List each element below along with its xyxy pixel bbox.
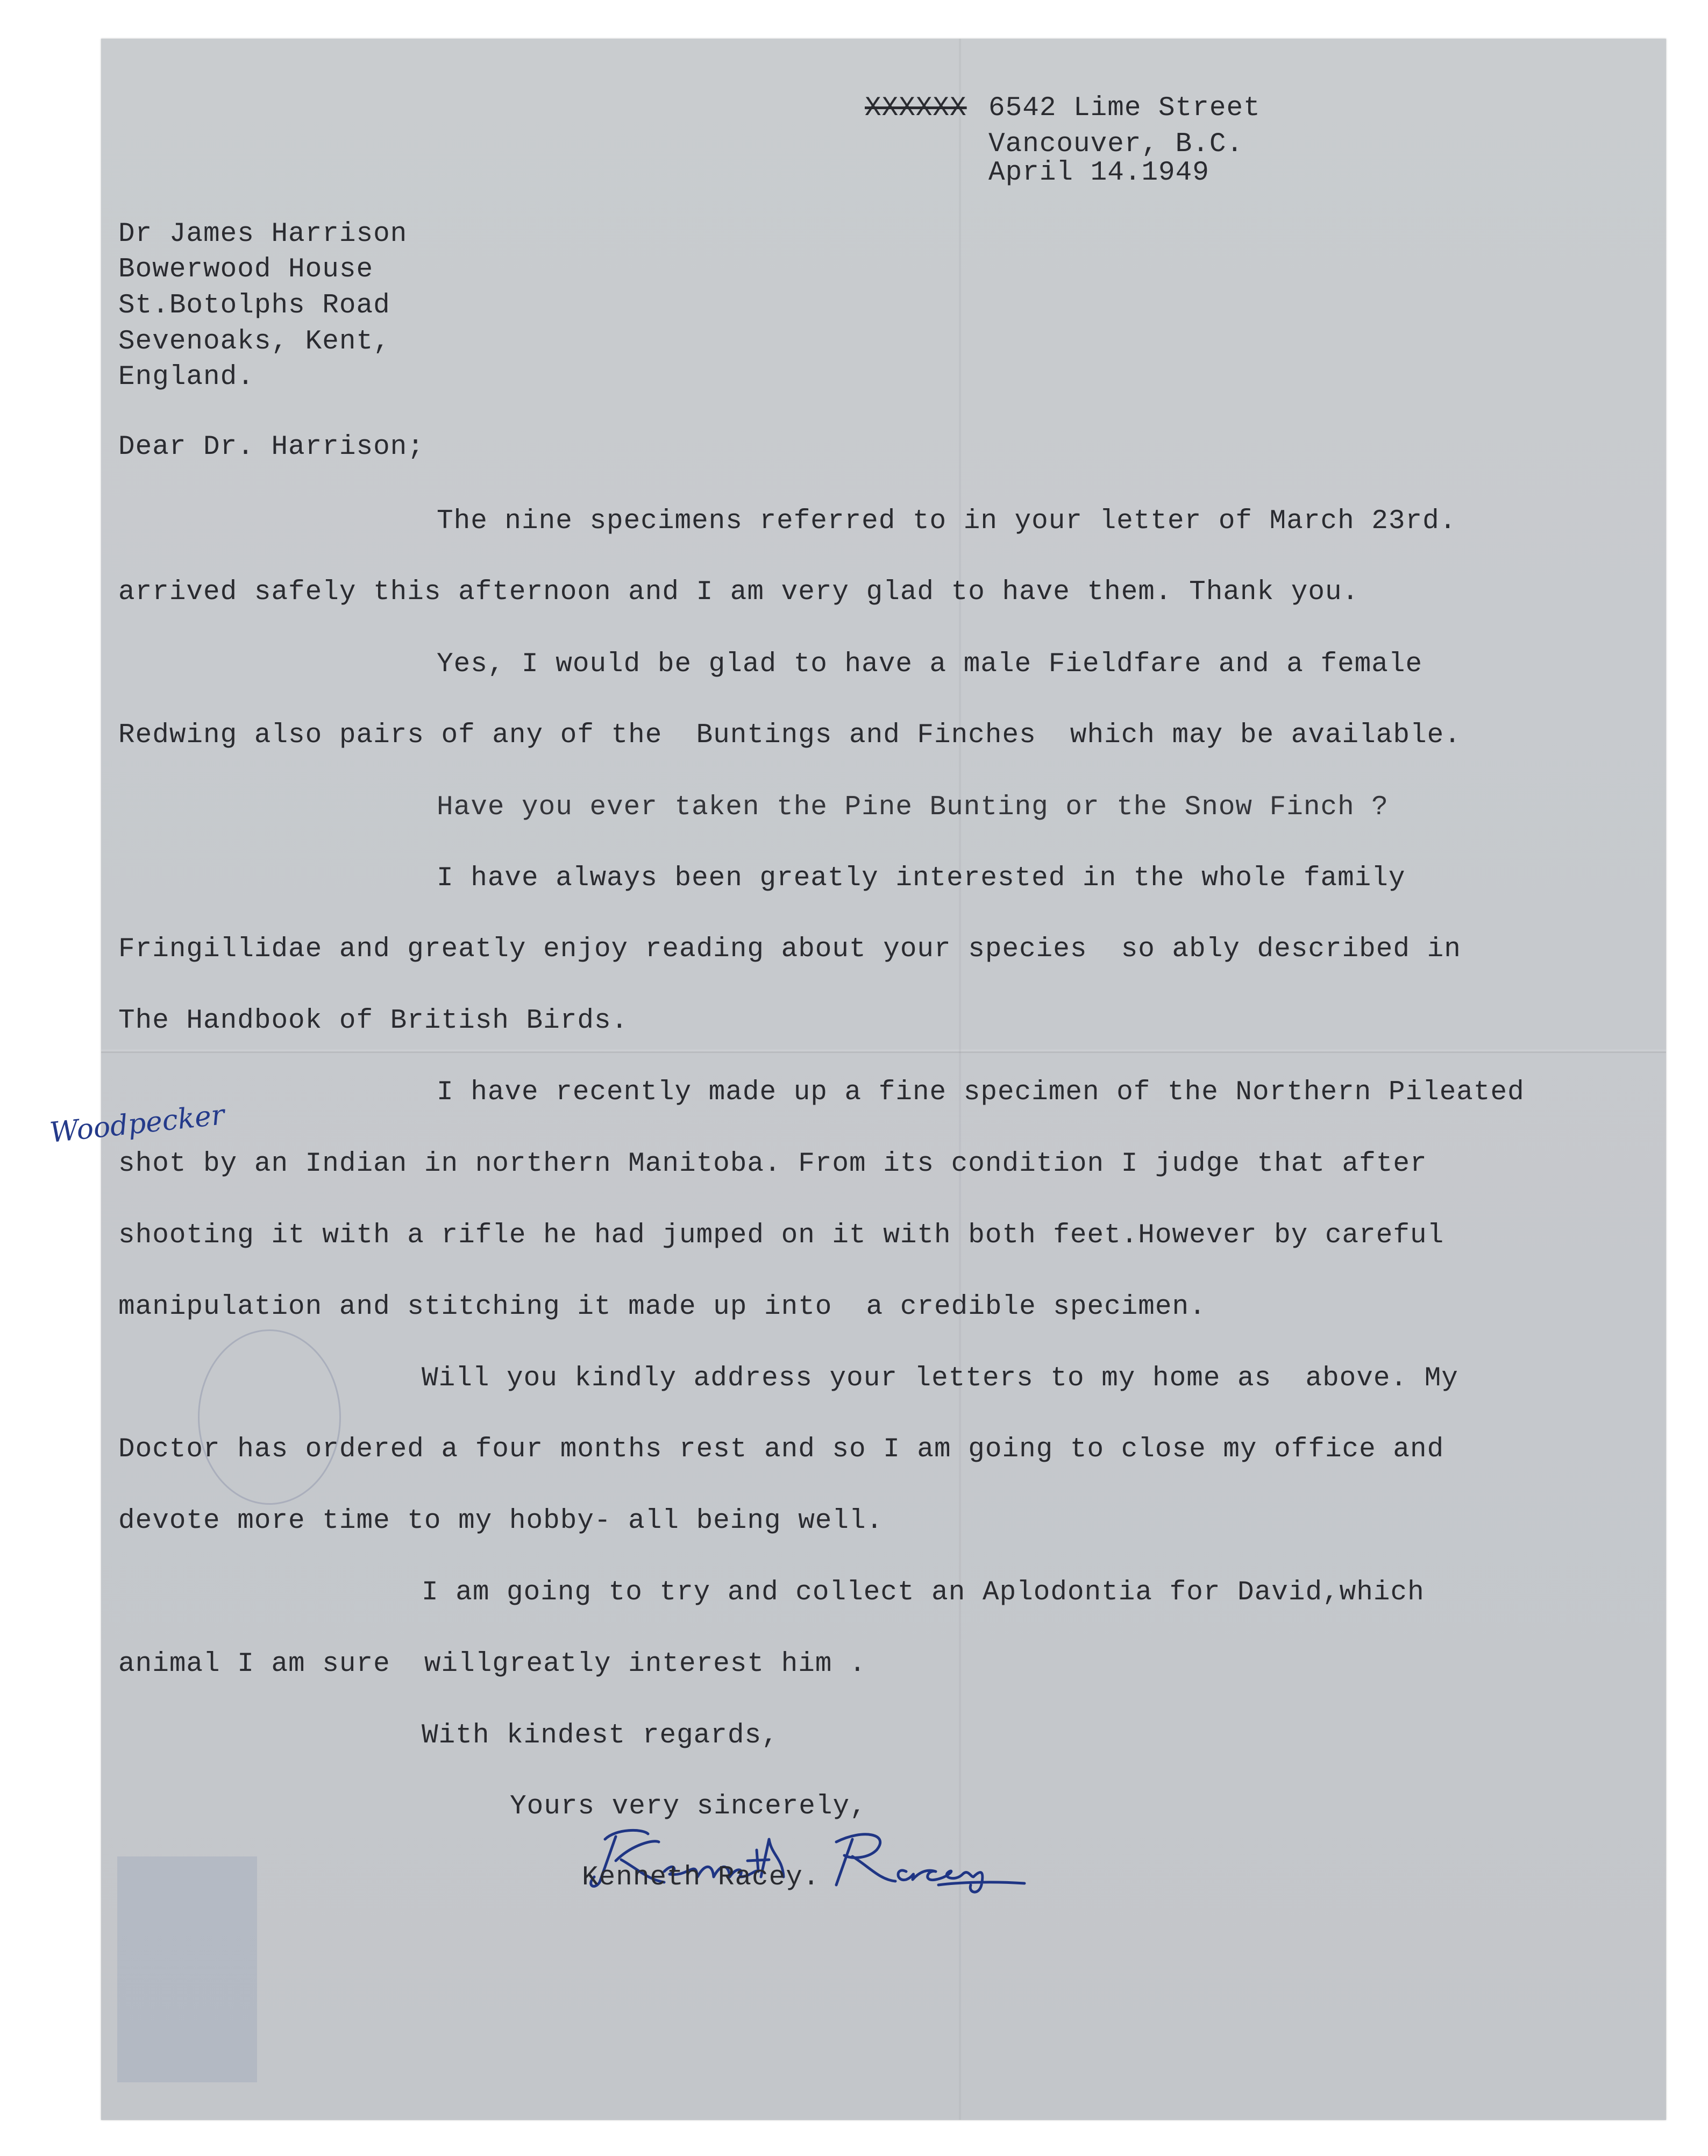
body-line: manipulation and stitching it made up into a credible specimen. — [118, 1292, 1206, 1322]
body-line: arrived safely this afternoon and I am very glad to have them. Thank you. — [118, 577, 1360, 608]
letter-date: April 14.1949 — [988, 158, 1209, 188]
struck-out-text: XXXXXX — [865, 93, 967, 124]
body-line: I have recently made up a fine specimen of the Northern Pileated — [437, 1077, 1525, 1108]
bleed-through-stamp-block — [117, 1856, 257, 2082]
body-line: The nine specimens referred to in your letter of March 23rd. — [437, 506, 1457, 537]
body-line: Doctor has ordered a four months rest and so I am going to close my office and — [118, 1434, 1444, 1465]
sender-street: 6542 Lime Street — [988, 93, 1261, 124]
recipient-road: St.Botolphs Road — [118, 290, 390, 321]
body-line: Yes, I would be glad to have a male Fieldfare and a female — [437, 649, 1423, 680]
closing-valediction: Yours very sincerely, — [510, 1791, 867, 1822]
body-line: Fringillidae and greatly enjoy reading about your species so ably described in — [118, 934, 1461, 965]
body-line: The Handbook of British Birds. — [118, 1006, 629, 1036]
closing-regards: With kindest regards, — [422, 1720, 779, 1751]
recipient-country: England. — [118, 362, 254, 393]
sender-city: Vancouver, B.C. — [988, 129, 1244, 160]
body-line: Have you ever taken the Pine Bunting or the Snow Finch ? — [437, 792, 1389, 823]
body-line: shot by an Indian in northern Manitoba. From its condition I judge that after — [118, 1149, 1427, 1179]
body-line: Will you kindly address your letters to my home as above. My — [422, 1363, 1458, 1394]
recipient-town: Sevenoaks, Kent, — [118, 326, 390, 357]
body-line: I have always been greatly interested in the whole family — [437, 863, 1406, 894]
body-line: Redwing also pairs of any of the Buntings and Finches which may be available. — [118, 720, 1461, 751]
typed-signatory-name: Kenneth Racey. — [582, 1862, 820, 1893]
salutation: Dear Dr. Harrison; — [118, 432, 424, 462]
recipient-name: Dr James Harrison — [118, 219, 408, 250]
horizontal-fold-line — [101, 1050, 1666, 1053]
recipient-house: Bowerwood House — [118, 254, 374, 285]
body-line: animal I am sure willgreatly interest him . — [118, 1649, 866, 1680]
handwritten-woodpecker-note: Woodpecker — [48, 1099, 226, 1149]
bleed-through-postmark — [198, 1329, 341, 1505]
body-line: shooting it with a rifle he had jumped on it with both feet.However by careful — [118, 1220, 1444, 1251]
body-line: devote more time to my hobby- all being well. — [118, 1506, 884, 1536]
body-line: I am going to try and collect an Aplodontia for David,which — [422, 1577, 1425, 1608]
